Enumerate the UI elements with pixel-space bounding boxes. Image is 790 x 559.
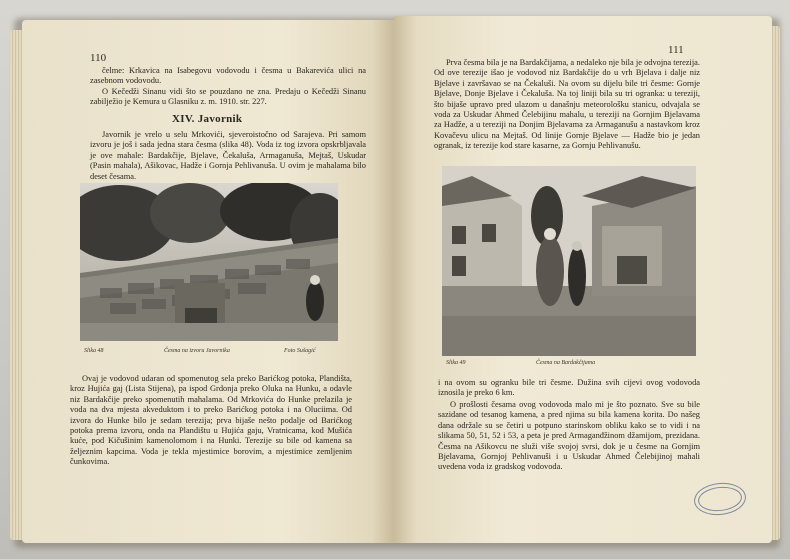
- intro-line-2: O Kečedži Sinanu vidi što se pouzdano ne zna. Predaju o Kečedži Sinanu zabilježio je Kemura u Glasniku z. m. 1910. str. 227.: [90, 86, 366, 107]
- figure-48-credit: Foto Sušagić: [284, 348, 316, 354]
- right-paragraph-2: [438, 378, 700, 399]
- section-heading: XIV. Javornik: [172, 113, 243, 125]
- figure-48-caption: Česma na izvoru Javornika: [164, 348, 230, 354]
- left-intro-text: [90, 66, 366, 108]
- figure-49-caption: Česma na Bardakčijama: [536, 360, 596, 366]
- right-page-number: 111: [668, 44, 684, 56]
- right-paragraph-2-text: i na ovom su ogranku bile tri česme. Dužina svih cijevi ovog vodovoda iznosila je preko 6 km.: [438, 378, 700, 398]
- right-paragraph-1: [434, 58, 700, 152]
- photo-bardakcije-fountain: [442, 166, 696, 356]
- left-paragraph-2-text: Ovaj je vodovod udaran od spomenutog sela preko Barićkog potoka, Plandišta, kroz Hujića gaj (Lista Stijena), pa ispod Grdonja preko Oluka na Hunku, a odavle niz Bardakčije preko spomenutih mahalama. Od Mrkovića do Hunke prelazila je voda na dva mjesta akveduktom i to preko Barićkog potoka i na Oluciima. Od izvora do Hunke bilo je sedam terezija; prva bijaše nešto podalje od Barićkog potoka prema izvoru, onda na Plandištu u Hujića gaju, Vratnicama, kod Mušića kuće, pod Kičušinim kamenolomom i na Hunki. Terezije su bile od kamena sa željeznim kapcima. Voda je tekla mjestimice borovim, a mjestimice zemljenim čunkovima.: [70, 374, 352, 467]
- figure-48-label: Slika 48: [84, 348, 104, 354]
- figure-49-label: Slika 49: [446, 360, 466, 366]
- right-page: [394, 16, 772, 543]
- left-paragraph-1-text: Javornik je vrelo u selu Mrkovići, sjeveroistočno od Sarajeva. Pri samom izvoru je još i sada jedna stara česma (slika 48). Voda iz tog izvora opskrbljavala je ove mahale: Bardakčije, Bjelave, Čekaluša, Armaganuša, Mejtaš, Uskudar (Pasin mahala), Ašikovac, Hadže i Gornja Pehlivanuša. U ovim je mahalama bilo deset česama.: [90, 130, 366, 181]
- left-paragraph-1: [90, 130, 366, 182]
- right-paragraph-3-text: O prošlosti česama ovog vodovoda malo mi je što poznato. Sve su bile sazidane od tesanog kamena, a pred njima su bila kamena korita. Do našeg dana održale su se četiri u potpuno starinskom obliku kako se to vidi i na slikama 50, 51, 52 i 53, a peta je pred Armaganđžinom džamijom, prezidana. Česma na Ašikovcu ne služi više svojoj svrsi, dok je u česme na Gornjim Bjelavama, Gornjoj Pehlivanuši i u Uskudar Ahmed Čelebijinoj mahali uvedena voda iz gradskog vodovoda.: [438, 400, 700, 472]
- right-paragraph-3: [438, 400, 700, 473]
- intro-line-1: čelme: Krkavica na Isabegovu vodovodu i česma u Bakarevića ulici na zasebnom vodovodu.: [90, 66, 366, 86]
- right-paragraph-1-text: Prva česma bila je na Bardakčijama, a nedaleko nje bila je odvojna terezija. Od ove terezije išao je vodovod niz Bardakčije do u vrh Bjelava i dalje niz Bjelave i završavao se na Čekaluši. Na ovom su dijelu bile tri česme: Gornje Bjelave, Donje Bjelave i Čekaluša. Na toj liniji bila su tri ogranka: u terezijі, što bijaše upravo pred ulazom u današnju meteorološku stanicu, odvajala se voda za Uskudar Ahmed Čelebijinu mahalu, u tereziji na Gornjim Bjelavama za Hadže, a u tereziji na Donjim Bjelavama za Armaganušu a nastavkom kroz Kovačevu ulicu na Mejtaš. Od linije Gornje Bjelave — Hadže bio je jedan ogranak, iz terezije kod stare kasarne, za Gornju Pehlivanušu.: [434, 58, 700, 151]
- left-page-number: 110: [90, 52, 107, 64]
- left-paragraph-2: [70, 374, 352, 468]
- left-page: [22, 20, 394, 543]
- photo-javornik-fountain: [80, 183, 338, 341]
